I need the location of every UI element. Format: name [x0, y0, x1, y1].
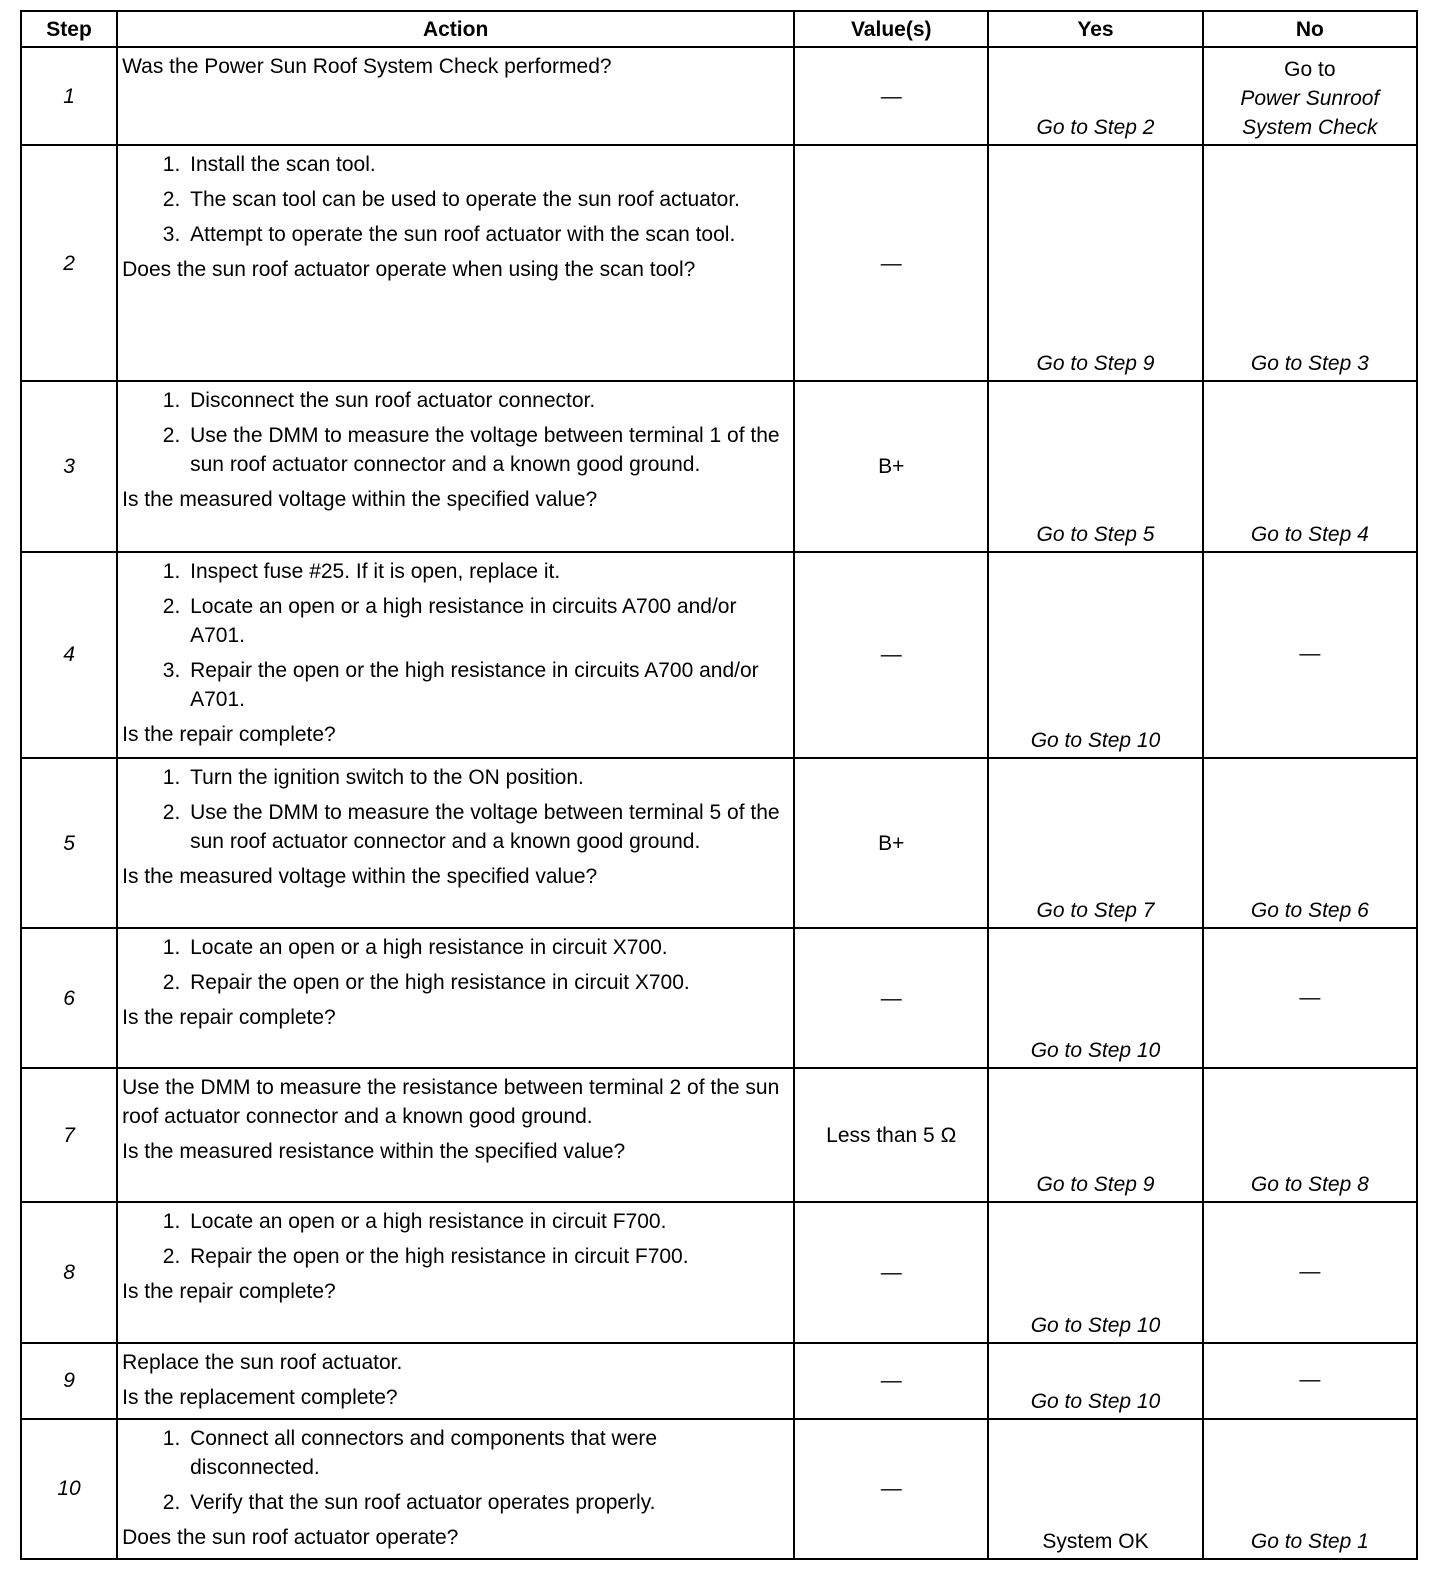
table-row — [21, 1068, 1417, 1202]
action-list-item: 2. Repair the open or the high resistance in circuit F700. — [186, 1242, 787, 1271]
yes-cell: Go to Step 9 — [988, 145, 1202, 381]
header-yes: Yes — [988, 11, 1202, 47]
value-cell: — — [794, 145, 988, 381]
step-number: 10 — [21, 1419, 117, 1559]
action-list — [122, 1424, 787, 1517]
action-question: Is the repair complete? — [122, 1006, 336, 1030]
no-cell: — — [1203, 1202, 1417, 1342]
value-cell: — — [794, 1202, 988, 1342]
value-cell: B+ — [794, 381, 988, 551]
action-cell — [117, 145, 794, 381]
action-question: Does the sun roof actuator operate? — [122, 1525, 459, 1549]
action-list — [122, 386, 787, 479]
action-list-item: 1. Locate an open or a high resistance in circuit X700. — [186, 933, 787, 962]
action-list-item: 2. Repair the open or the high resistance in circuit X700. — [186, 968, 787, 997]
action-list-item: 2. Locate an open or a high resistance in circuits A700 and/or A701. — [186, 592, 787, 650]
no-cell: Go to Step 4 — [1203, 381, 1417, 551]
table-row — [21, 928, 1417, 1068]
action-list-item: 1. Turn the ignition switch to the ON position. — [186, 763, 787, 792]
action-question: Is the repair complete? — [122, 722, 336, 746]
action-question: Is the measured resistance within the specified value? — [122, 1140, 626, 1164]
action-question: Is the replacement complete? — [122, 1385, 398, 1409]
step-number: 3 — [21, 381, 117, 551]
action-question: Does the sun roof actuator operate when using the scan tool? — [122, 258, 696, 282]
action-cell — [117, 381, 794, 551]
table-row — [21, 1202, 1417, 1342]
table-row — [21, 758, 1417, 928]
table-row — [21, 145, 1417, 381]
action-list-item: 1. Inspect fuse #25. If it is open, replace it. — [186, 557, 787, 586]
step-number: 1 — [21, 47, 117, 145]
action-question: Is the measured voltage within the specified value? — [122, 488, 598, 512]
action-question: Was the Power Sun Roof System Check performed? — [122, 55, 612, 78]
value-cell: Less than 5 Ω — [794, 1068, 988, 1202]
action-list-item: 1. Locate an open or a high resistance in circuit F700. — [186, 1207, 787, 1236]
yes-cell: Go to Step 10 — [988, 928, 1202, 1068]
action-list-item: 3. Repair the open or the high resistance in circuits A700 and/or A701. — [186, 656, 787, 714]
table-row — [21, 552, 1417, 758]
action-question: Is the repair complete? — [122, 1280, 336, 1304]
step-number: 2 — [21, 145, 117, 381]
header-values: Value(s) — [794, 11, 988, 47]
action-list-item: 3. Attempt to operate the sun roof actuator with the scan tool. — [186, 220, 787, 249]
no-line: Power Sunroof — [1240, 87, 1380, 111]
action-list — [122, 1207, 787, 1271]
no-line: Go to — [1284, 58, 1336, 82]
step-number: 4 — [21, 552, 117, 758]
table-row — [21, 1343, 1417, 1419]
yes-cell: Go to Step 10 — [988, 1343, 1202, 1419]
action-list-item: 1. Connect all connectors and components that were disconnected. — [186, 1424, 787, 1482]
action-cell — [117, 1202, 794, 1342]
no-cell: Go to Step 1 — [1203, 1419, 1417, 1559]
no-cell: Go to Step 6 — [1203, 758, 1417, 928]
value-cell: B+ — [794, 758, 988, 928]
action-list — [122, 557, 787, 714]
step-number: 6 — [21, 928, 117, 1068]
step-number: 7 — [21, 1068, 117, 1202]
value-cell: — — [794, 1419, 988, 1559]
value-cell: — — [794, 1343, 988, 1419]
no-line: System Check — [1242, 116, 1378, 140]
action-lead: Use the DMM to measure the resistance between terminal 2 of the sun roof actuator connector and a known good ground. — [122, 1076, 780, 1129]
action-list-item: 2. Use the DMM to measure the voltage between terminal 1 of the sun roof actuator connector and a known good ground. — [186, 421, 787, 479]
action-cell — [117, 47, 794, 145]
action-cell — [117, 1068, 794, 1202]
header-action: Action — [117, 11, 794, 47]
action-list-item: 1. Install the scan tool. — [186, 150, 787, 179]
no-cell: — — [1203, 552, 1417, 758]
header-no: No — [1203, 11, 1417, 47]
no-cell: — — [1203, 1343, 1417, 1419]
step-number: 9 — [21, 1343, 117, 1419]
no-cell — [1203, 47, 1417, 145]
action-list — [122, 150, 787, 249]
table-row — [21, 381, 1417, 551]
action-cell — [117, 552, 794, 758]
value-cell: — — [794, 47, 988, 145]
yes-cell: System OK — [988, 1419, 1202, 1559]
action-lead: Replace the sun roof actuator. — [122, 1350, 403, 1374]
no-cell: Go to Step 8 — [1203, 1068, 1417, 1202]
action-list-item: 2. Verify that the sun roof actuator operates properly. — [186, 1488, 787, 1517]
yes-cell: Go to Step 5 — [988, 381, 1202, 551]
action-cell — [117, 1419, 794, 1559]
yes-cell: Go to Step 9 — [988, 1068, 1202, 1202]
yes-cell: Go to Step 2 — [988, 47, 1202, 145]
yes-cell: Go to Step 10 — [988, 552, 1202, 758]
header-row — [21, 11, 1417, 47]
action-list-item: 2. The scan tool can be used to operate the sun roof actuator. — [186, 185, 787, 214]
table-row — [21, 1419, 1417, 1559]
action-list-item: 1. Disconnect the sun roof actuator connector. — [186, 386, 787, 415]
no-cell: Go to Step 3 — [1203, 145, 1417, 381]
action-cell — [117, 758, 794, 928]
action-cell — [117, 928, 794, 1068]
table-row — [21, 47, 1417, 145]
yes-cell: Go to Step 10 — [988, 1202, 1202, 1342]
yes-cell: Go to Step 7 — [988, 758, 1202, 928]
value-cell: — — [794, 552, 988, 758]
no-cell: — — [1203, 928, 1417, 1068]
action-cell — [117, 1343, 794, 1419]
header-step: Step — [21, 11, 117, 47]
step-number: 8 — [21, 1202, 117, 1342]
action-list-item: 2. Use the DMM to measure the voltage between terminal 5 of the sun roof actuator connector and a known good ground. — [186, 798, 787, 856]
diagnostic-table — [20, 10, 1418, 1560]
value-cell: — — [794, 928, 988, 1068]
action-list — [122, 933, 787, 997]
action-question: Is the measured voltage within the specified value? — [122, 864, 598, 888]
step-number: 5 — [21, 758, 117, 928]
action-list — [122, 763, 787, 856]
